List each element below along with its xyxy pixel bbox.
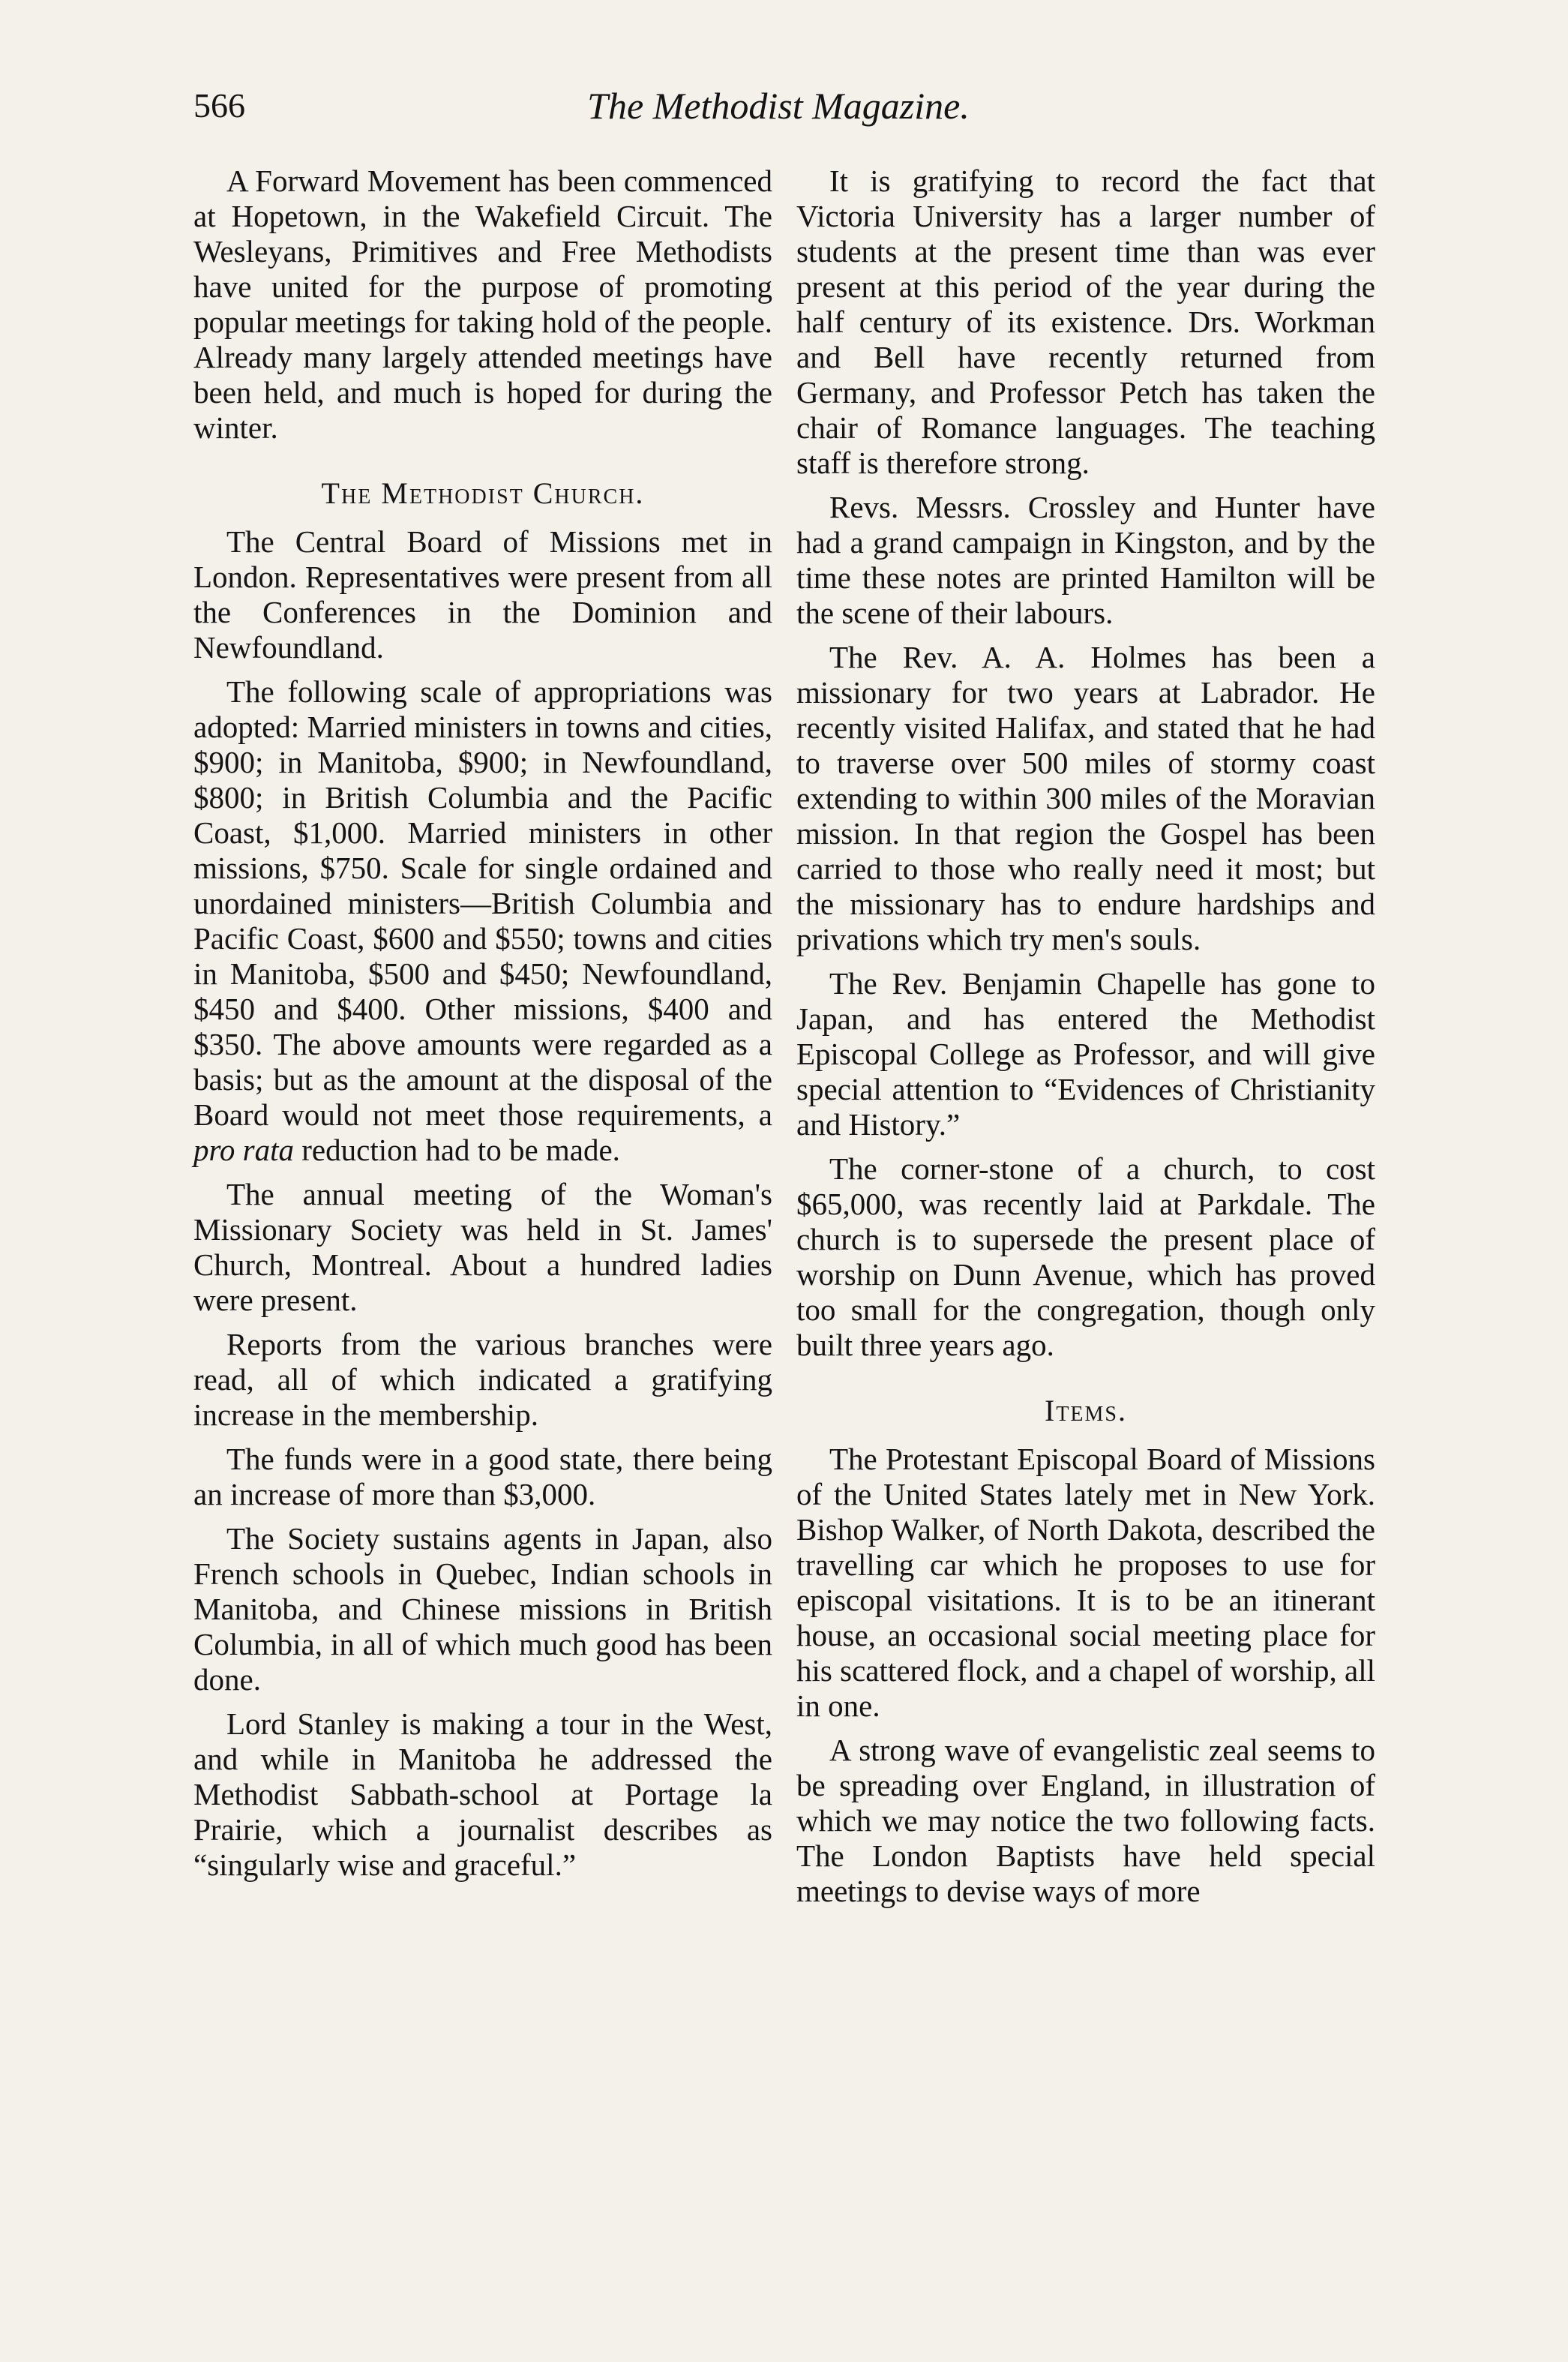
paragraph-text: The following scale of appropriations was adopted: Married ministers in towns and cities, $900; in Manitoba, $900; in Newfoundland, $800; in British Columbia and the Pacific Coast, $1,000. Married ministers in other missions, $750. Scale for single ordained and unordained ministers—British Columbia and Pacific Coast, $600 and $550; towns and cities in Manitoba, $500 and $450; Newfoundland, $450 and $400. Other missions, $400 and $350. The above amounts were regarded as a basis; but as the amount at the disposal of the Board would not meet those requirements, a [193, 674, 772, 1132]
running-title: The Methodist Magazine. [587, 85, 970, 127]
page-header [193, 72, 1363, 140]
paragraph: A strong wave of evangelistic zeal seems to be spreading over England, in illustration of which we may notice the two following facts. The London Baptists have held special meetings to devise ways of more [796, 1733, 1375, 1908]
paragraph: The Rev. A. A. Holmes has been a missionary for two years at Labrador. He recently visited Halifax, and stated that he had to traverse over 500 miles of stormy coast extending to within 300 miles of the Moravian mission. In that region the Gospel has been carried to those who really need it most; but the missionary has to endure hardships and privations which try men's souls. [796, 640, 1375, 956]
paragraph: The Rev. Benjamin Chapelle has gone to Japan, and has entered the Methodist Episcopal College as Professor, and will give special attention to “Evidences of Christianity and History.” [796, 966, 1375, 1142]
paragraph: A Forward Movement has been commenced at Hopetown, in the Wakefield Circuit. The Wesleyans, Primitives and Free Methodists have united for the purpose of promoting popular meetings for taking hold of the people. Already many largely attended meetings have been held, and much is hoped for during the winter. [193, 164, 772, 445]
paragraph: The Protestant Episcopal Board of Missions of the United States lately met in New York. Bishop Walker, of North Dakota, described the travelling car which he proposes to use for episcopal visitations. It is to be an itinerant house, an occasional social meeting place for his scattered flock, and a chapel of worship, all in one. [796, 1442, 1375, 1723]
paragraph: Reports from the various branches were read, all of which indicated a gratifying increase in the membership. [193, 1327, 772, 1432]
paragraph: The Central Board of Missions met in London. Representatives were present from all the Conferences in the Dominion and Newfoundland. [193, 524, 772, 665]
paragraph: Lord Stanley is making a tour in the West, and while in Manitoba he addressed the Methodist Sabbath-school at Portage la Prairie, which a journalist describes as “singularly wise and graceful.” [193, 1706, 772, 1882]
right-column [796, 164, 1375, 1918]
paragraph-text: reduction had to be made. [301, 1133, 620, 1167]
paragraph [193, 674, 772, 1168]
left-column [193, 164, 772, 1892]
italic-phrase: pro rata [193, 1133, 295, 1167]
paragraph: The corner-stone of a church, to cost $65,000, was recently laid at Parkdale. The church is to supersede the present place of worship on Dunn Avenue, which has proved too small for the congregation, though only built three years ago. [796, 1151, 1375, 1362]
paragraph: The funds were in a good state, there being an increase of more than $3,000. [193, 1442, 772, 1511]
page-number: 566 [193, 86, 245, 125]
paragraph: The annual meeting of the Woman's Missionary Society was held in St. James' Church, Montreal. About a hundred ladies were present. [193, 1177, 772, 1317]
paragraph: The Society sustains agents in Japan, also French schools in Quebec, Indian schools in Manitoba, and Chinese missions in British Columbia, in all of which much good has been done. [193, 1521, 772, 1697]
section-heading: The Methodist Church. [321, 476, 645, 510]
section-heading: Items. [1045, 1394, 1127, 1427]
paragraph: It is gratifying to record the fact that Victoria University has a larger number of students at the present time than was ever present at this period of the year during the half century of its existence. Drs. Workman and Bell have recently returned from Germany, and Professor Petch has taken the chair of Romance languages. The teaching staff is therefore strong. [796, 164, 1375, 480]
paragraph: Revs. Messrs. Crossley and Hunter have had a grand campaign in Kingston, and by the time these notes are printed Hamilton will be the scene of their labours. [796, 490, 1375, 630]
